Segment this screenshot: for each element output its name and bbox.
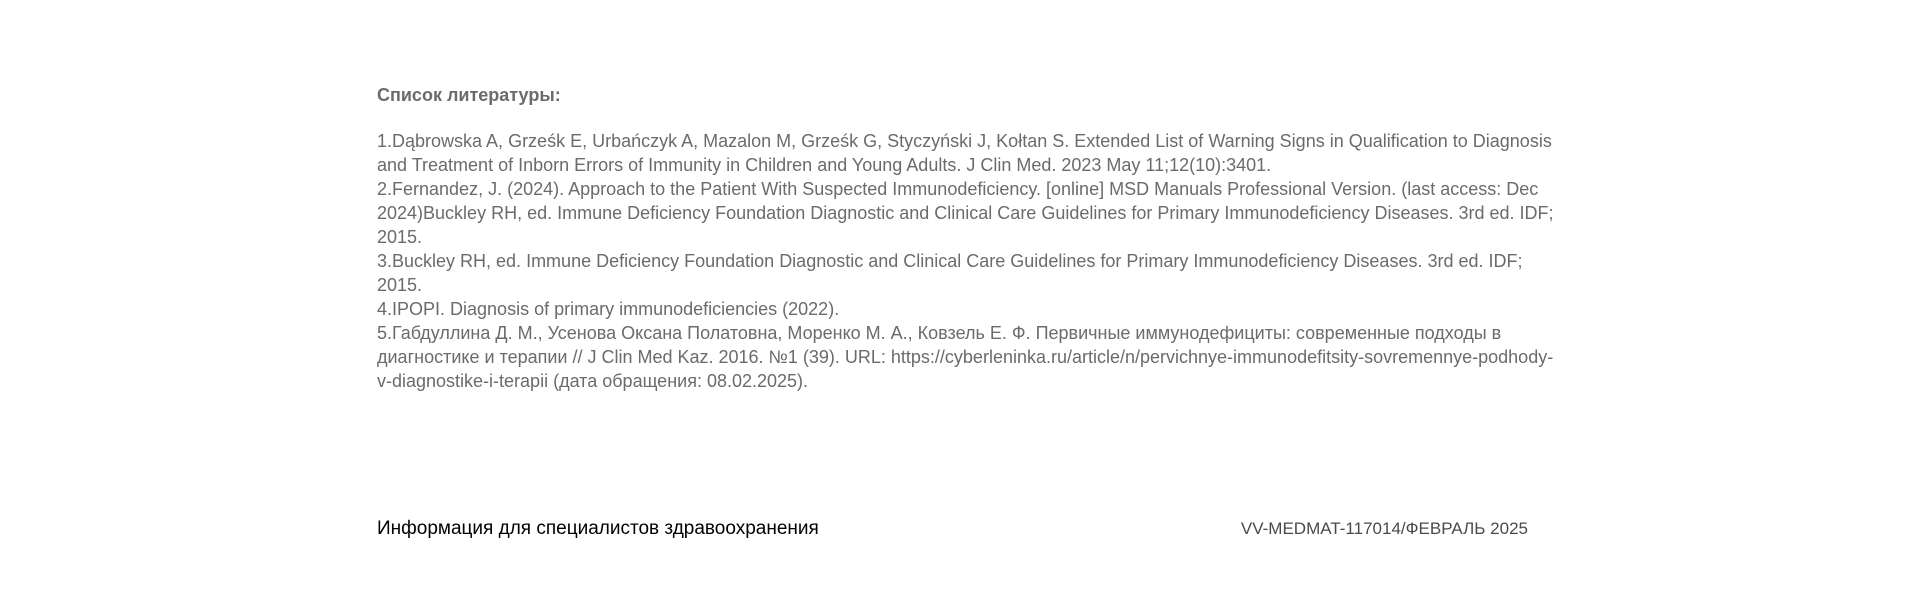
reference-item-1: 1.Dąbrowska A, Grześk E, Urbańczyk A, Mazalon M, Grześk G, Styczyński J, Kołtan S. Extended List of Warning Signs in Qualification to Diagnosis and Treatment of Inborn Errors of Immunity in Children and Young Adults. J Clin Med. 2023 May 11;12(10):3401. xyxy=(377,131,1552,175)
reference-item-3: 3.Buckley RH, ed. Immune Deficiency Foundation Diagnostic and Clinical Care Guidelines for Primary Immunodeficiency Diseases. 3rd ed. IDF; 2015. xyxy=(377,251,1523,295)
references-section xyxy=(377,84,1557,393)
reference-item-2: 2.Fernandez, J. (2024). Approach to the Patient With Suspected Immunodeficiency. [online] MSD Manuals Professional Version. (last access: Dec 2024)Buckley RH, ed. Immune Deficiency Foundation Diagnostic and Clinical Care Guidelines for Primary Immunodeficiency Diseases. 3rd ed. IDF; 2015. xyxy=(377,179,1554,247)
reference-item-5: 5.Габдуллина Д. М., Усенова Оксана Полатовна, Моренко М. А., Ковзель Е. Ф. Первичные иммунодефициты: современные подходы в диагностике и терапии // J Clin Med Kaz. 2016. №1 (39). URL: https://cyberleninka.ru/article/n/pervichnye-immunodefitsity-sovremennye-podhody-v-diagnostike-i-terapii (дата обращения: 08.02.2025). xyxy=(377,323,1554,391)
references-heading: Список литературы: xyxy=(377,85,561,105)
footer-document-code: VV-MEDMAT-117014/ФЕВРАЛЬ 2025 xyxy=(1240,519,1528,538)
reference-item-4: 4.IPOPI. Diagnosis of primary immunodeficiencies (2022). xyxy=(377,299,840,319)
footer-disclaimer: Информация для специалистов здравоохранения xyxy=(377,518,819,539)
reference-list xyxy=(377,129,1557,393)
